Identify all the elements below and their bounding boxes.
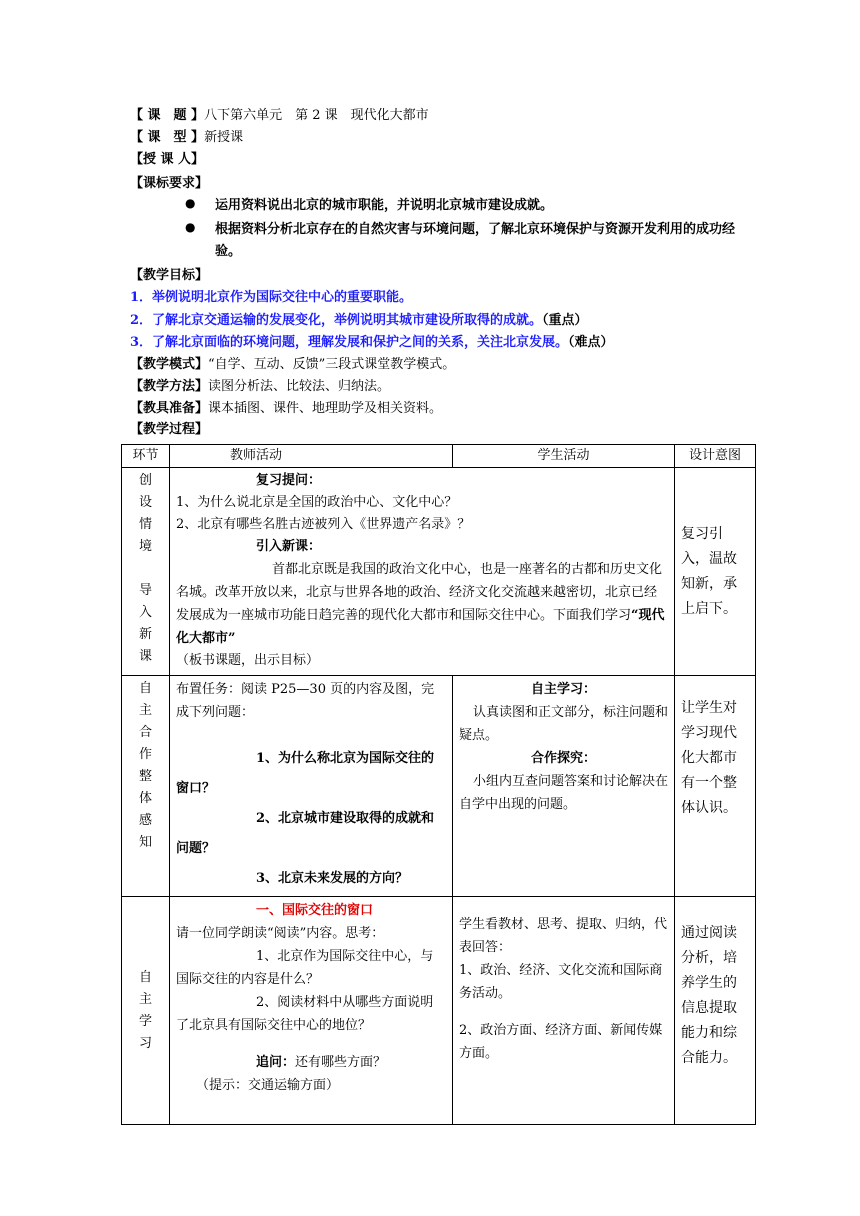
bullet-icon xyxy=(185,196,195,206)
standard-label: 【课标要求】 xyxy=(130,176,209,191)
goal-3-text: 3．了解北京面临的环境问题，理解发展和保护之间的关系，关注北京发展。 xyxy=(130,335,569,350)
student-activity-3 xyxy=(453,897,675,1125)
intent-1: 复习引入，温故知新，承上启下。 xyxy=(675,468,756,676)
stage-char: 自 xyxy=(138,969,152,985)
board-note: （板书课题，出示目标） xyxy=(176,653,320,668)
mode-line xyxy=(130,355,750,375)
method-line xyxy=(130,377,750,397)
topic-line xyxy=(130,106,750,126)
task-q2: 2、北京城市建设取得的成就和问题？ xyxy=(176,811,435,856)
standard-item-2: 根据资料分析北京存在的自然灾害与环境问题，了解北京环境保护与资源开发利用的成功经验。 xyxy=(215,222,736,259)
stage-char: 设 xyxy=(138,495,152,510)
review-q2: 2、北京有哪些名胜古迹被列入《世界遗产名录》？ xyxy=(176,517,471,532)
tools-label: 【教具准备】 xyxy=(130,401,209,416)
intent-2: 让学生对学习现代化大都市有一个整体认识。 xyxy=(675,676,756,897)
table-row xyxy=(122,468,756,676)
stage-char: 主 xyxy=(138,703,152,718)
coop-title: 合作探究： xyxy=(530,751,596,766)
self-study-text: 认真读图和正文部分，标注问题和疑点。 xyxy=(459,705,669,743)
stage-char: 体 xyxy=(138,791,152,806)
bullet-icon xyxy=(185,220,195,230)
mode-label: 【教学模式】 xyxy=(130,357,209,372)
self-study-title: 自主学习： xyxy=(530,682,596,697)
tools-line xyxy=(130,399,750,419)
goal-3-note: （难点） xyxy=(568,335,614,350)
stage-char: 知 xyxy=(138,835,152,850)
student-intro: 学生看教材、思考、提取、归纳，代表回答： xyxy=(459,917,668,955)
follow-title: 追问： xyxy=(256,1055,296,1070)
goal-2-text: 2．了解北京交通运输的发展变化，举例说明其城市建设所取得的成就。 xyxy=(130,313,543,328)
teacher-activity-2 xyxy=(170,676,453,897)
teacher-activity-1 xyxy=(170,468,675,676)
stage-char: 合 xyxy=(138,725,152,740)
process-label: 【教学过程】 xyxy=(130,422,209,437)
follow-text: 还有哪些方面？ xyxy=(295,1055,387,1070)
goal-3 xyxy=(130,333,750,353)
type-line xyxy=(130,128,750,148)
review-title: 复习提问： xyxy=(256,473,322,488)
stage-char: 习 xyxy=(138,1035,152,1051)
topic-value: 八下第六单元 第 2 课 现代化大都市 xyxy=(204,108,429,123)
hint-text: （提示：交通运输方面） xyxy=(196,1078,340,1093)
standard-item-1: 运用资料说出北京的城市职能，并说明北京城市建设成就。 xyxy=(215,198,554,213)
type-label: 【 课 型 】 xyxy=(130,130,205,145)
header-student: 学生活动 xyxy=(453,445,675,468)
intro-bold: “现代化大都市” xyxy=(176,608,665,646)
think-q1: 1、北京作为国际交往中心，与国际交往的内容是什么？ xyxy=(176,949,434,987)
teacher-activity-3 xyxy=(170,897,453,1125)
stage-char: 情 xyxy=(138,517,152,532)
teacher-label: 【授 课 人】 xyxy=(130,152,205,167)
read-prompt: 请一位同学朗读“阅读”内容。思考： xyxy=(176,926,385,941)
stage-char: 课 xyxy=(138,649,152,664)
follow-up xyxy=(176,1051,446,1074)
stage-char: 主 xyxy=(138,991,152,1007)
goal-1 xyxy=(130,288,750,308)
method-value: 读图分析法、比较法、归纳法。 xyxy=(208,379,391,394)
stage-spacer xyxy=(122,558,169,580)
stage-char: 入 xyxy=(138,605,152,620)
task-text: 布置任务：阅读 P25—30 页的内容及图，完成下列问题： xyxy=(176,682,435,720)
student-answer-2: 2、政治方面、经济方面、新闻传媒方面。 xyxy=(459,1023,663,1061)
process-table xyxy=(121,444,756,1125)
table-header-row xyxy=(122,445,756,468)
stage-char: 创 xyxy=(138,473,152,488)
stage-char: 导 xyxy=(138,583,152,598)
stage-char: 感 xyxy=(138,813,152,828)
header-teacher: 教师活动 xyxy=(170,445,453,468)
section-title: 一、国际交往的窗口 xyxy=(256,903,374,918)
goal-2 xyxy=(130,311,750,331)
method-label: 【教学方法】 xyxy=(130,379,209,394)
topic-label: 【 课 题 】 xyxy=(130,108,205,123)
review-q1: 1、为什么说北京是全国的政治中心、文化中心？ xyxy=(176,495,458,510)
intro-paragraph xyxy=(176,558,668,650)
student-answer-1: 1、政治、经济、文化交流和国际商务活动。 xyxy=(459,963,663,1001)
student-activity-2 xyxy=(453,676,675,897)
stage-cell-3 xyxy=(122,897,170,1125)
coop-text: 小组内互查问题答案和讨论解决在自学中出现的问题。 xyxy=(459,774,669,812)
tools-value: 课本插图、课件、地理助学及相关资料。 xyxy=(208,401,443,416)
header-intent: 设计意图 xyxy=(675,445,756,468)
stage-char: 整 xyxy=(138,769,152,784)
table-row xyxy=(122,676,756,897)
header-stage: 环节 xyxy=(122,445,170,468)
stage-char: 学 xyxy=(138,1013,152,1029)
mode-value: “自学、互动、反馈”三段式课堂教学模式。 xyxy=(208,357,456,372)
stage-cell-2 xyxy=(122,676,170,897)
goal-1-text: 1．举例说明北京作为国际交往中心的重要职能。 xyxy=(130,290,413,305)
intro-text: 首都北京既是我国的政治文化中心，也是一座著名的古都和历史文化名城。改革开放以来，北京与世界各地的政治、经济文化交流越来越密切，北京已经发展成为一座城市功能日趋完善的现代化大都市和国际交往中心。下面我们学习 xyxy=(176,562,663,623)
intent-3: 通过阅读分析，培养学生的信息提取能力和综合能力。 xyxy=(675,897,756,1125)
stage-char: 作 xyxy=(138,747,152,762)
task-q3: 3、北京未来发展的方向？ xyxy=(256,871,409,886)
stage-char: 境 xyxy=(138,539,152,554)
goal-2-note: （重点） xyxy=(542,313,588,328)
task-q1: 1、为什么称北京为国际交往的窗口？ xyxy=(176,751,435,796)
stage-char: 自 xyxy=(138,681,152,696)
table-row xyxy=(122,897,756,1125)
task-spacer xyxy=(176,724,446,744)
type-value: 新授课 xyxy=(204,130,244,145)
stage-cell-1 xyxy=(122,468,170,676)
stage-char: 新 xyxy=(138,627,152,642)
think-q2: 2、阅读材料中从哪些方面说明了北京具有国际交往中心的地位？ xyxy=(176,995,434,1033)
intro-title: 引入新课： xyxy=(256,539,322,554)
goals-label: 【教学目标】 xyxy=(130,268,209,283)
